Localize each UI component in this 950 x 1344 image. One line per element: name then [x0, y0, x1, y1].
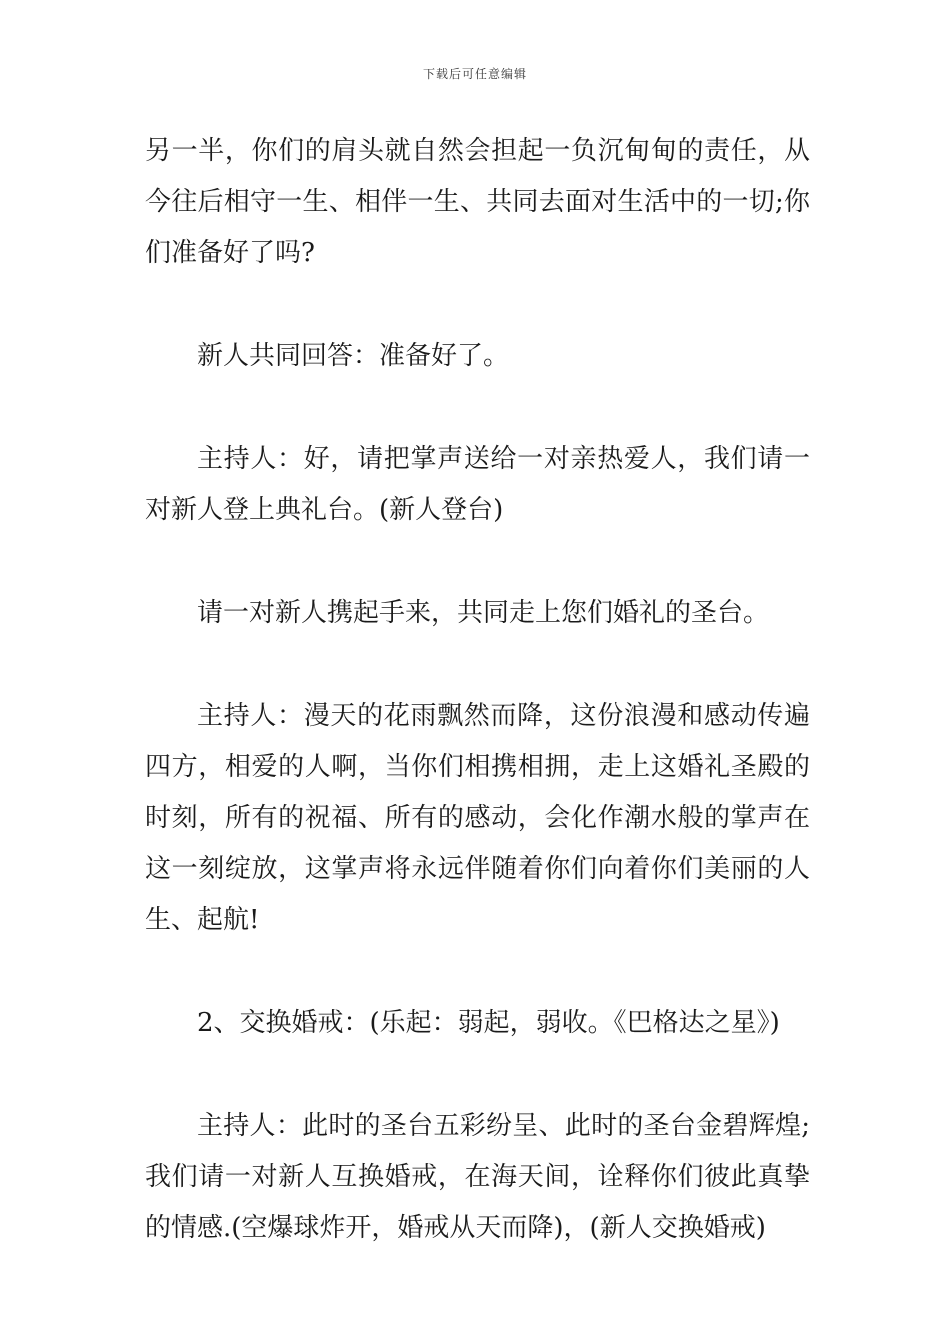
paragraph-gap	[145, 1049, 810, 1101]
paragraph-answer: 新人共同回答：准备好了。	[197, 341, 510, 371]
paragraph-gap	[145, 279, 810, 331]
paragraph-gap	[145, 639, 810, 691]
paragraph-hands: 请一对新人携起手来，共同走上您们婚礼的圣台。	[197, 598, 770, 628]
paragraph-gap	[145, 946, 810, 998]
paragraph-gap	[145, 536, 810, 588]
paragraph-continuation: 另一半，你们的肩头就自然会担起一负沉甸甸的责任，从今往后相守一生、相伴一生、共同去面对生活中的一切;你们准备好了吗?	[145, 136, 810, 268]
paragraph-host-rings: 主持人：此时的圣台五彩纷呈、此时的圣台金碧辉煌;我们请一对新人互换婚戒，在海天间，诠释你们彼此真挚的情感.(空爆球炸开，婚戒从天而降)，(新人交换婚戒)	[145, 1111, 810, 1243]
paragraph-gap	[145, 382, 810, 434]
paragraph-host-invite: 主持人：好，请把掌声送给一对亲热爱人，我们请一对新人登上典礼台。(新人登台)	[145, 444, 810, 525]
section-heading-rings: 2、交换婚戒：(乐起：弱起，弱收。《巴格达之星》)	[197, 1008, 780, 1038]
paragraph-host-flowers: 主持人：漫天的花雨飘然而降，这份浪漫和感动传遍四方，相爱的人啊，当你们相携相拥，走上这婚礼圣殿的时刻，所有的祝福、所有的感动，会化作潮水般的掌声在这一刻绽放，这掌声将永远伴随着你们向着你们美丽的人生、起航!	[145, 701, 810, 935]
document-body	[145, 126, 810, 1254]
page-header: 下载后可任意编辑	[422, 67, 527, 81]
